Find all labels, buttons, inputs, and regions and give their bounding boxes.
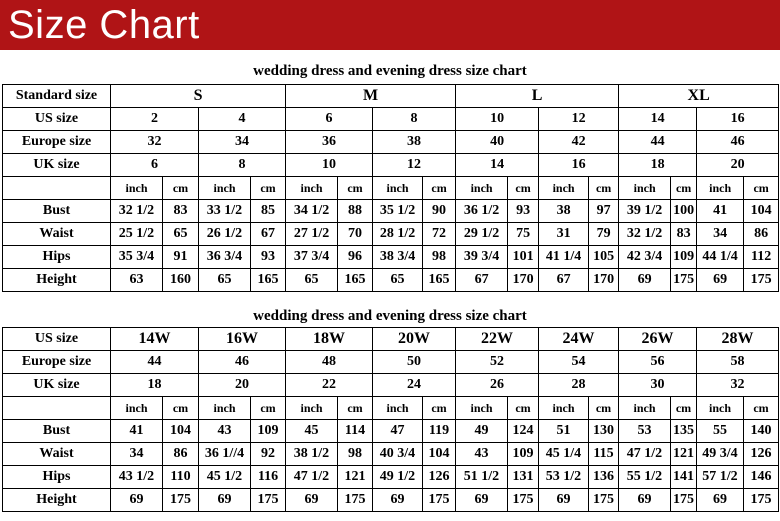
inch-value-cell: 51 1/2 bbox=[456, 466, 508, 489]
inch-value-cell: 34 bbox=[697, 223, 744, 246]
inch-value-cell: 38 1/2 bbox=[286, 443, 338, 466]
europe-size-cell: 58 bbox=[697, 351, 779, 374]
cm-value-cell: 85 bbox=[251, 200, 286, 223]
cm-value-cell: 131 bbox=[508, 466, 539, 489]
cm-value-cell: 175 bbox=[671, 489, 697, 512]
uk-size-cell: 18 bbox=[619, 154, 697, 177]
measurement-row bbox=[3, 420, 779, 443]
cm-value-cell: 121 bbox=[338, 466, 373, 489]
size-table-plus bbox=[2, 327, 779, 512]
us-size-row bbox=[3, 328, 779, 351]
europe-size-cell: 56 bbox=[619, 351, 697, 374]
cm-value-cell: 112 bbox=[744, 246, 779, 269]
inch-value-cell: 29 1/2 bbox=[456, 223, 508, 246]
unit-cm: cm bbox=[423, 177, 456, 200]
cm-value-cell: 160 bbox=[163, 269, 199, 292]
inch-value-cell: 69 bbox=[111, 489, 163, 512]
cm-value-cell: 72 bbox=[423, 223, 456, 246]
us-size-cell: 2 bbox=[111, 108, 199, 131]
unit-cm: cm bbox=[163, 177, 199, 200]
uk-size-cell: 24 bbox=[373, 374, 456, 397]
cm-value-cell: 86 bbox=[163, 443, 199, 466]
unit-inch: inch bbox=[373, 397, 423, 420]
inch-value-cell: 45 bbox=[286, 420, 338, 443]
europe-size-cell: 42 bbox=[539, 131, 619, 154]
cm-value-cell: 136 bbox=[589, 466, 619, 489]
uk-size-cell: 32 bbox=[697, 374, 779, 397]
unit-cm: cm bbox=[508, 397, 539, 420]
inch-value-cell: 31 bbox=[539, 223, 589, 246]
uk-size-cell: 10 bbox=[286, 154, 373, 177]
europe-size-cell: 46 bbox=[697, 131, 779, 154]
us-size-cell: 18W bbox=[286, 328, 373, 351]
inch-value-cell: 38 bbox=[539, 200, 589, 223]
inch-value-cell: 41 bbox=[111, 420, 163, 443]
unit-inch: inch bbox=[111, 177, 163, 200]
inch-value-cell: 49 bbox=[456, 420, 508, 443]
inch-value-cell: 69 bbox=[619, 489, 671, 512]
inch-value-cell: 51 bbox=[539, 420, 589, 443]
us-size-cell: 10 bbox=[456, 108, 539, 131]
unit-row bbox=[3, 177, 779, 200]
cm-value-cell: 65 bbox=[163, 223, 199, 246]
inch-value-cell: 42 3/4 bbox=[619, 246, 671, 269]
inch-value-cell: 36 3/4 bbox=[199, 246, 251, 269]
unit-inch: inch bbox=[111, 397, 163, 420]
inch-value-cell: 43 bbox=[456, 443, 508, 466]
inch-value-cell: 39 3/4 bbox=[456, 246, 508, 269]
inch-value-cell: 69 bbox=[697, 489, 744, 512]
unit-inch: inch bbox=[199, 397, 251, 420]
cm-value-cell: 83 bbox=[163, 200, 199, 223]
inch-value-cell: 36 1/2 bbox=[456, 200, 508, 223]
inch-value-cell: 43 1/2 bbox=[111, 466, 163, 489]
unit-cm: cm bbox=[671, 397, 697, 420]
inch-value-cell: 57 1/2 bbox=[697, 466, 744, 489]
row-label: US size bbox=[3, 108, 111, 131]
cm-value-cell: 97 bbox=[589, 200, 619, 223]
row-label: Hips bbox=[3, 466, 111, 489]
row-label: Waist bbox=[3, 223, 111, 246]
standard-size-cell: L bbox=[456, 85, 619, 108]
us-size-cell: 16W bbox=[199, 328, 286, 351]
standard-size-cell: XL bbox=[619, 85, 779, 108]
inch-value-cell: 65 bbox=[373, 269, 423, 292]
uk-size-cell: 18 bbox=[111, 374, 199, 397]
unit-inch: inch bbox=[373, 177, 423, 200]
europe-size-cell: 48 bbox=[286, 351, 373, 374]
inch-value-cell: 55 1/2 bbox=[619, 466, 671, 489]
row-label: Standard size bbox=[3, 85, 111, 108]
cm-value-cell: 110 bbox=[163, 466, 199, 489]
cm-value-cell: 175 bbox=[671, 269, 697, 292]
inch-value-cell: 43 bbox=[199, 420, 251, 443]
europe-size-cell: 40 bbox=[456, 131, 539, 154]
inch-value-cell: 38 3/4 bbox=[373, 246, 423, 269]
unit-cm: cm bbox=[251, 397, 286, 420]
unit-cm: cm bbox=[423, 397, 456, 420]
cm-value-cell: 75 bbox=[508, 223, 539, 246]
cm-value-cell: 124 bbox=[508, 420, 539, 443]
europe-size-cell: 36 bbox=[286, 131, 373, 154]
uk-size-row bbox=[3, 374, 779, 397]
row-label: Height bbox=[3, 489, 111, 512]
cm-value-cell: 104 bbox=[163, 420, 199, 443]
cm-value-cell: 116 bbox=[251, 466, 286, 489]
table2-title: wedding dress and evening dress size chart bbox=[253, 308, 527, 324]
cm-value-cell: 165 bbox=[338, 269, 373, 292]
inch-value-cell: 34 1/2 bbox=[286, 200, 338, 223]
europe-size-cell: 44 bbox=[619, 131, 697, 154]
cm-value-cell: 141 bbox=[671, 466, 697, 489]
cm-value-cell: 175 bbox=[744, 489, 779, 512]
cm-value-cell: 130 bbox=[589, 420, 619, 443]
unit-inch: inch bbox=[199, 177, 251, 200]
unit-inch: inch bbox=[286, 177, 338, 200]
us-size-cell: 12 bbox=[539, 108, 619, 131]
us-size-row bbox=[3, 108, 779, 131]
europe-size-cell: 50 bbox=[373, 351, 456, 374]
europe-size-row bbox=[3, 351, 779, 374]
row-label: Europe size bbox=[3, 131, 111, 154]
europe-size-cell: 52 bbox=[456, 351, 539, 374]
measurement-rows bbox=[3, 200, 779, 292]
cm-value-cell: 79 bbox=[589, 223, 619, 246]
table1-title: wedding dress and evening dress size chart bbox=[253, 63, 527, 79]
unit-inch: inch bbox=[456, 397, 508, 420]
europe-size-cell: 38 bbox=[373, 131, 456, 154]
cm-value-cell: 98 bbox=[423, 246, 456, 269]
cm-value-cell: 165 bbox=[251, 269, 286, 292]
unit-cm: cm bbox=[744, 177, 779, 200]
europe-size-cell: 46 bbox=[199, 351, 286, 374]
unit-cm: cm bbox=[589, 397, 619, 420]
inch-value-cell: 36 1//4 bbox=[199, 443, 251, 466]
uk-size-cell: 20 bbox=[697, 154, 779, 177]
europe-size-cell: 34 bbox=[199, 131, 286, 154]
cm-value-cell: 70 bbox=[338, 223, 373, 246]
measurement-row bbox=[3, 489, 779, 512]
unit-cm: cm bbox=[251, 177, 286, 200]
cm-value-cell: 109 bbox=[508, 443, 539, 466]
us-size-cell: 16 bbox=[697, 108, 779, 131]
us-size-cell: 20W bbox=[373, 328, 456, 351]
uk-size-cell: 28 bbox=[539, 374, 619, 397]
inch-value-cell: 69 bbox=[456, 489, 508, 512]
us-size-cell: 6 bbox=[286, 108, 373, 131]
uk-size-cell: 30 bbox=[619, 374, 697, 397]
standard-size-cell: S bbox=[111, 85, 286, 108]
us-size-cell: 14 bbox=[619, 108, 697, 131]
inch-value-cell: 69 bbox=[539, 489, 589, 512]
size-table-misses bbox=[2, 84, 779, 292]
inch-value-cell: 49 1/2 bbox=[373, 466, 423, 489]
row-label: Waist bbox=[3, 443, 111, 466]
unit-inch: inch bbox=[697, 397, 744, 420]
measurement-row bbox=[3, 246, 779, 269]
inch-value-cell: 69 bbox=[697, 269, 744, 292]
unit-cm: cm bbox=[508, 177, 539, 200]
cm-value-cell: 92 bbox=[251, 443, 286, 466]
inch-value-cell: 37 3/4 bbox=[286, 246, 338, 269]
cm-value-cell: 175 bbox=[508, 489, 539, 512]
cm-value-cell: 86 bbox=[744, 223, 779, 246]
inch-value-cell: 69 bbox=[199, 489, 251, 512]
cm-value-cell: 101 bbox=[508, 246, 539, 269]
row-label: Bust bbox=[3, 200, 111, 223]
us-size-cell: 8 bbox=[373, 108, 456, 131]
cm-value-cell: 109 bbox=[671, 246, 697, 269]
size-chart-banner bbox=[0, 0, 780, 50]
inch-value-cell: 53 1/2 bbox=[539, 466, 589, 489]
cm-value-cell: 175 bbox=[744, 269, 779, 292]
inch-value-cell: 40 3/4 bbox=[373, 443, 423, 466]
cm-value-cell: 175 bbox=[589, 489, 619, 512]
blank-cell bbox=[3, 397, 111, 420]
measurement-row bbox=[3, 223, 779, 246]
unit-inch: inch bbox=[697, 177, 744, 200]
europe-size-cell: 54 bbox=[539, 351, 619, 374]
inch-value-cell: 33 1/2 bbox=[199, 200, 251, 223]
cm-value-cell: 67 bbox=[251, 223, 286, 246]
us-size-cell: 26W bbox=[619, 328, 697, 351]
unit-inch: inch bbox=[539, 397, 589, 420]
cm-value-cell: 115 bbox=[589, 443, 619, 466]
cm-value-cell: 90 bbox=[423, 200, 456, 223]
cm-value-cell: 126 bbox=[423, 466, 456, 489]
cm-value-cell: 93 bbox=[251, 246, 286, 269]
inch-value-cell: 35 3/4 bbox=[111, 246, 163, 269]
blank-cell bbox=[3, 177, 111, 200]
inch-value-cell: 67 bbox=[456, 269, 508, 292]
us-size-cell: 4 bbox=[199, 108, 286, 131]
measurement-row bbox=[3, 443, 779, 466]
unit-cm: cm bbox=[163, 397, 199, 420]
standard-size-cell: M bbox=[286, 85, 456, 108]
uk-size-row bbox=[3, 154, 779, 177]
inch-value-cell: 25 1/2 bbox=[111, 223, 163, 246]
unit-cm: cm bbox=[671, 177, 697, 200]
inch-value-cell: 47 1/2 bbox=[619, 443, 671, 466]
cm-value-cell: 88 bbox=[338, 200, 373, 223]
uk-size-cell: 16 bbox=[539, 154, 619, 177]
inch-value-cell: 69 bbox=[373, 489, 423, 512]
europe-size-cell: 32 bbox=[111, 131, 199, 154]
inch-value-cell: 34 bbox=[111, 443, 163, 466]
cm-value-cell: 105 bbox=[589, 246, 619, 269]
us-size-cell: 22W bbox=[456, 328, 539, 351]
inch-value-cell: 45 1/4 bbox=[539, 443, 589, 466]
inch-value-cell: 69 bbox=[619, 269, 671, 292]
inch-value-cell: 45 1/2 bbox=[199, 466, 251, 489]
row-label: Europe size bbox=[3, 351, 111, 374]
inch-value-cell: 53 bbox=[619, 420, 671, 443]
inch-value-cell: 55 bbox=[697, 420, 744, 443]
uk-size-cell: 22 bbox=[286, 374, 373, 397]
cm-value-cell: 175 bbox=[423, 489, 456, 512]
uk-size-cell: 6 bbox=[111, 154, 199, 177]
unit-inch: inch bbox=[619, 177, 671, 200]
inch-value-cell: 47 bbox=[373, 420, 423, 443]
unit-inch: inch bbox=[286, 397, 338, 420]
inch-value-cell: 63 bbox=[111, 269, 163, 292]
inch-value-cell: 47 1/2 bbox=[286, 466, 338, 489]
cm-value-cell: 100 bbox=[671, 200, 697, 223]
us-size-cell: 14W bbox=[111, 328, 199, 351]
uk-size-cell: 14 bbox=[456, 154, 539, 177]
cm-value-cell: 96 bbox=[338, 246, 373, 269]
cm-value-cell: 140 bbox=[744, 420, 779, 443]
row-label: Height bbox=[3, 269, 111, 292]
cm-value-cell: 93 bbox=[508, 200, 539, 223]
inch-value-cell: 26 1/2 bbox=[199, 223, 251, 246]
cm-value-cell: 114 bbox=[338, 420, 373, 443]
inch-value-cell: 32 1/2 bbox=[111, 200, 163, 223]
standard-size-row bbox=[3, 85, 779, 108]
cm-value-cell: 135 bbox=[671, 420, 697, 443]
banner-title: Size Chart bbox=[8, 3, 200, 47]
inch-value-cell: 65 bbox=[199, 269, 251, 292]
unit-inch: inch bbox=[619, 397, 671, 420]
unit-inch: inch bbox=[456, 177, 508, 200]
row-label: Bust bbox=[3, 420, 111, 443]
cm-value-cell: 109 bbox=[251, 420, 286, 443]
cm-value-cell: 104 bbox=[423, 443, 456, 466]
cm-value-cell: 119 bbox=[423, 420, 456, 443]
measurement-row bbox=[3, 269, 779, 292]
measurement-row bbox=[3, 466, 779, 489]
row-label: UK size bbox=[3, 374, 111, 397]
cm-value-cell: 146 bbox=[744, 466, 779, 489]
row-label: US size bbox=[3, 328, 111, 351]
cm-value-cell: 83 bbox=[671, 223, 697, 246]
cm-value-cell: 98 bbox=[338, 443, 373, 466]
row-label: UK size bbox=[3, 154, 111, 177]
row-label: Hips bbox=[3, 246, 111, 269]
cm-value-cell: 175 bbox=[338, 489, 373, 512]
inch-value-cell: 69 bbox=[286, 489, 338, 512]
cm-value-cell: 121 bbox=[671, 443, 697, 466]
unit-cm: cm bbox=[338, 177, 373, 200]
cm-value-cell: 175 bbox=[251, 489, 286, 512]
cm-value-cell: 91 bbox=[163, 246, 199, 269]
unit-cm: cm bbox=[589, 177, 619, 200]
inch-value-cell: 32 1/2 bbox=[619, 223, 671, 246]
europe-size-row bbox=[3, 131, 779, 154]
uk-size-cell: 26 bbox=[456, 374, 539, 397]
europe-size-cell: 44 bbox=[111, 351, 199, 374]
cm-value-cell: 175 bbox=[163, 489, 199, 512]
cm-value-cell: 104 bbox=[744, 200, 779, 223]
inch-value-cell: 28 1/2 bbox=[373, 223, 423, 246]
unit-row bbox=[3, 397, 779, 420]
cm-value-cell: 126 bbox=[744, 443, 779, 466]
us-size-cell: 28W bbox=[697, 328, 779, 351]
cm-value-cell: 170 bbox=[508, 269, 539, 292]
inch-value-cell: 44 1/4 bbox=[697, 246, 744, 269]
uk-size-cell: 8 bbox=[199, 154, 286, 177]
inch-value-cell: 41 1/4 bbox=[539, 246, 589, 269]
cm-value-cell: 165 bbox=[423, 269, 456, 292]
inch-value-cell: 49 3/4 bbox=[697, 443, 744, 466]
measurement-rows bbox=[3, 420, 779, 512]
uk-size-cell: 12 bbox=[373, 154, 456, 177]
us-size-cell: 24W bbox=[539, 328, 619, 351]
inch-value-cell: 35 1/2 bbox=[373, 200, 423, 223]
unit-cm: cm bbox=[744, 397, 779, 420]
inch-value-cell: 39 1/2 bbox=[619, 200, 671, 223]
inch-value-cell: 67 bbox=[539, 269, 589, 292]
uk-size-cell: 20 bbox=[199, 374, 286, 397]
inch-value-cell: 27 1/2 bbox=[286, 223, 338, 246]
unit-inch: inch bbox=[539, 177, 589, 200]
cm-value-cell: 170 bbox=[589, 269, 619, 292]
inch-value-cell: 41 bbox=[697, 200, 744, 223]
inch-value-cell: 65 bbox=[286, 269, 338, 292]
measurement-row bbox=[3, 200, 779, 223]
unit-cm: cm bbox=[338, 397, 373, 420]
